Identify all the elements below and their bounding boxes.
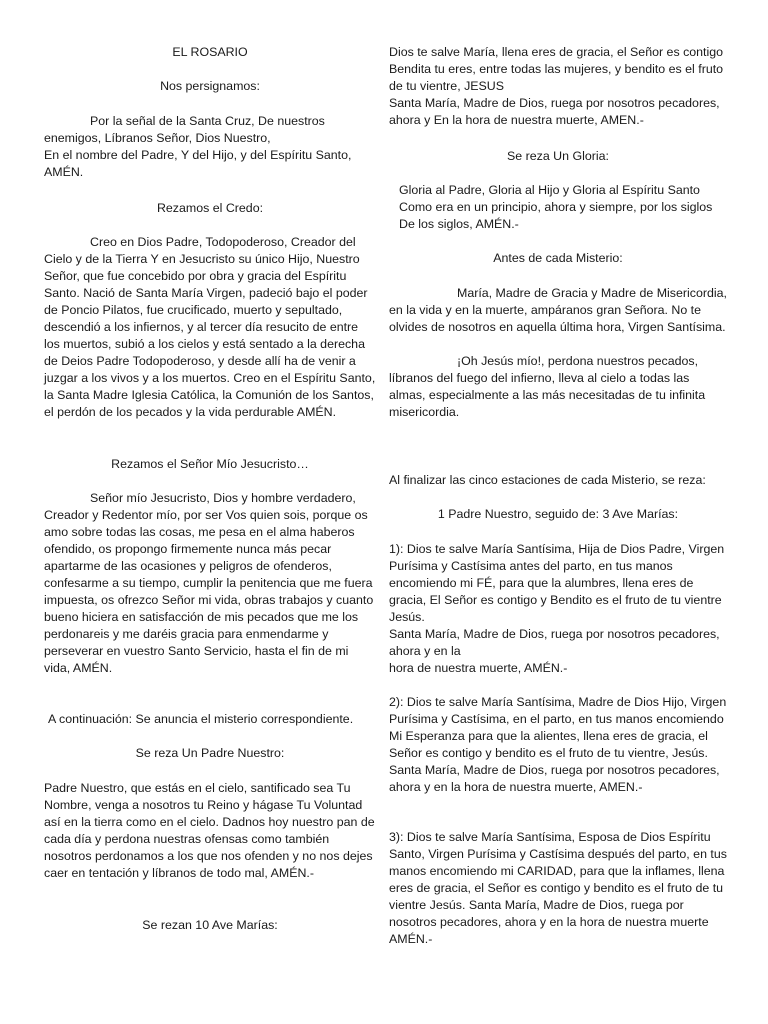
finalizar-note: Al finalizar las cinco estaciones de cada Misterio, se reza: [389, 473, 706, 487]
senor-mio-prayer: Señor mío Jesucristo, Dios y hombre verdadero, Creador y Redentor mío, por ser Vos quien sois, porque os amo sobre todas las cosas, me pesa en el alma haberos ofendido, os propongo firmemente nunca más pecar apartarme de las ocasiones y peligros de ofenderos, confesarme a su tiempo, cumplir la penitencia que me fuera impuesta, os ofrezco Señor mi vida, obras trabajos y cuanto bueno hiciera en satisfacción de mis pecados que me los perdonareis y me daréis gracia para enmendarme y perseverar en vuestro Santo Servicio, hasta el fin de mi vida, AMÉN. [44, 491, 374, 675]
persignamos-heading: Nos persignamos: [160, 79, 260, 93]
gloria-prayer: Gloria al Padre, Gloria al Hijo y Gloria al Espíritu Santo Como era en un principio, ahora y siempre, por los siglos De los siglos, AMÉN.- [399, 183, 713, 231]
continuacion-note: A continuación: Se anuncia el misterio correspondiente. [48, 712, 354, 726]
ave-maria-prayer: Dios te salve María, llena eres de gracia, el Señor es contigo Bendita tu eres, entre todas las mujeres, y bendito es el fruto de tu vientre, JESUS Santa María, Madre de Dios, ruega por nosotros pecadores, ahora y En la hora de nuestra muerte, AMEN.- [389, 45, 724, 127]
antes-misterio-heading: Antes de cada Misterio: [493, 251, 623, 265]
document-title: EL ROSARIO [172, 45, 248, 59]
oh-jesus-prayer: ¡Oh Jesús mío!, perdona nuestros pecados, líbranos del fuego del infierno, lleva al cielo a todas las almas, especialmente a las más necesitadas de tu infinita misericordia. [389, 354, 706, 419]
credo-heading: Rezamos el Credo: [156, 201, 264, 215]
padre-nuestro-heading: Se reza Un Padre Nuestro: [135, 746, 285, 760]
ave-maria-heading: Se rezan 10 Ave Marías: [142, 918, 278, 932]
ave-maria-item-3: 3): Dios te salve María Santísima, Esposa de Dios Espíritu Santo, Virgen Purísima y Castísima después del parto, en tus manos encomiendo mi CARIDAD, para que la inflames, llena eres de gracia, el Señor es contigo y bendito es el fruto de tu vientre Jesús. Santa María, Madre de Dios, ruega por nosotros pecadores, ahora y en la hora de nuestra muerte AMÉN.- [389, 830, 727, 946]
ave-maria-item-2: 2): Dios te salve María Santísima, Madre de Dios Hijo, Virgen Purísima y Castísima, en el parto, en tus manos encomiendo Mi Esperanza para que la alientes, llena eres de gracia, el Señor es contigo y bendito es el fruto de tu vientre, Jesús. Santa María, Madre de Dios, ruega por nosotros pecadores, ahora y en la hora de nuestra muerte, AMEN.- [389, 695, 727, 794]
persignamos-prayer: Por la señal de la Santa Cruz, De nuestros enemigos, Líbranos Señor, Dios Nuestro, En el nombre del Padre, Y del Hijo, y del Espíritu Santo, AMÉN. [44, 114, 352, 179]
padre-ave-heading: 1 Padre Nuestro, seguido de: 3 Ave Marías: [437, 507, 679, 521]
padre-nuestro-prayer: Padre Nuestro, que estás en el cielo, santificado sea Tu Nombre, venga a nosotros tu Reino y hágase Tu Voluntad así en la tierra como en el cielo. Dadnos hoy nuestro pan de cada día y perdona nuestras ofensas como también nosotros perdonamos a los que nos ofenden y no nos dejes caer en tentación y líbranos de todo mal, AMÉN.- [44, 781, 375, 880]
senor-mio-heading: Rezamos el Señor Mío Jesucristo… [111, 457, 309, 471]
gloria-heading: Se reza Un Gloria: [507, 149, 609, 163]
maria-madre-prayer: María, Madre de Gracia y Madre de Misericordia, en la vida y en la muerte, ampáranos gran Señora. No te olvides de nosotros en aquella última hora, Virgen Santísima. [389, 286, 727, 334]
ave-maria-item-1: 1): Dios te salve María Santísima, Hija de Dios Padre, Virgen Purísima y Castísima antes del parto, en tus manos encomiendo mi FÉ, para que la alumbres, llena eres de gracia, El Señor es contigo y Bendito es el fruto de tu vientre Jesús. Santa María, Madre de Dios, ruega por nosotros pecadores, ahora y en la hora de nuestra muerte, AMÉN.- [389, 542, 725, 675]
credo-prayer: Creo en Dios Padre, Todopoderoso, Creador del Cielo y de la Tierra Y en Jesucristo su único Hijo, Nuestro Señor, que fue concebido por obra y gracia del Espíritu Santo. Nació de Santa María Virgen, padeció bajo el poder de Poncio Pilatos, fue crucificado, muerto y sepultado, descendió a los infiernos, y al tercer día resucito de entre los muertos, subió a los cielos y está sentado a la derecha de Deios Padre Todopoderoso, y desde allí ha de venir a juzgar a los vivos y a los muertos. Creo en el Espíritu Santo, la Santa Madre Iglesia Católica, la Comunión de los Santos, el perdón de los pecados y la vida perdurable AMÉN. [44, 235, 376, 419]
